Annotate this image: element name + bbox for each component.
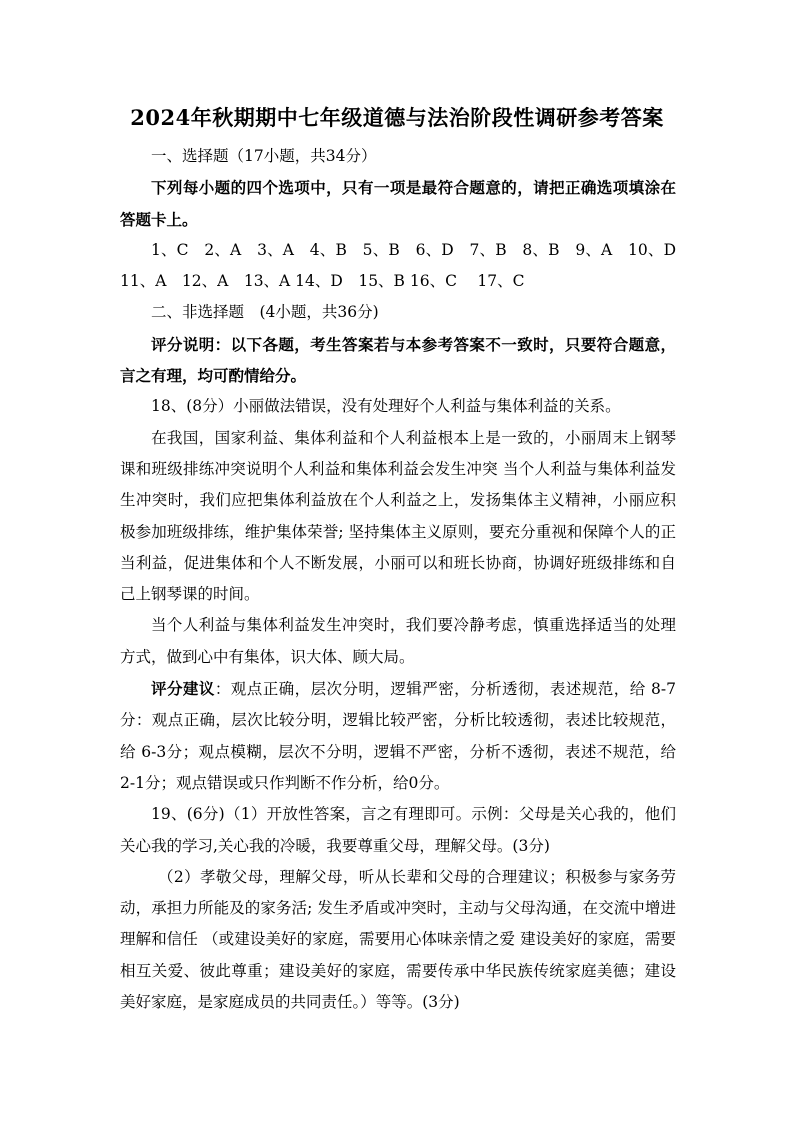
q18-scoring-suggestion <box>120 673 676 799</box>
q19-part-2: （2）孝敬父母，理解父母，听从长辈和父母的合理建议；积极参与家务劳动，承担力所能及的家务活; 发生矛盾或冲突时，主动与父母沟通，在交流中增进理解和信任 （或建设美好的家庭，需要用心体味亲情之爱 建设美好的家庭，需要相互关爱、彼此尊重；建设美好的家庭，需要传承中华民族传统家庭美德；建设美好家庭，是家庭成员的共同责任。）等等。(3分) <box>120 867 676 1012</box>
scoring-suggestion-label: 评分建议 <box>151 679 215 699</box>
q18-paragraph-2: 当个人利益与集体利益发生冲突时，我们要冷静考虑，慎重选择适当的处理方式，做到心中有集体，识大体、顾大局。 <box>120 616 676 666</box>
page-title: 2024年秋期期中七年级道德与法治阶段性调研参考答案 <box>130 105 664 130</box>
section-2-heading: 二、非选择题 (4小题，共36分) <box>151 303 379 322</box>
section-1-heading: 一、选择题（17小题，共34分） <box>151 147 377 165</box>
choice-answers: 1、C 2、A 3、A 4、B 5、B 6、D 7、B 8、B 9、A 10、D 11、A 12、A 13、A 14、D 15、B 16、C 17、C <box>120 240 692 291</box>
q18-paragraph-1: 在我国，国家利益、集体利益和个人利益根本上是一致的，小丽周末上钢琴课和班级排练冲突说明个人利益和集体利益会发生冲突 当个人利益与集体利益发生冲突时，我们应把集体利益放在个人利益之上，发扬集体主义精神，小丽应积极参加班级排练，维护集体荣誉; 坚持集体主义原则，要充分重视和保障个人的正当利益，促进集体和个人不断发展，小丽可以和班长协商，协调好班级排练和自己上钢琴课的时间。 <box>120 428 676 604</box>
section-1-instruction: 下列每小题的四个选项中，只有一项是最符合题意的，请把正确选项填涂在答题卡上。 <box>120 178 676 229</box>
scoring-note: 评分说明：以下各题，考生答案若与本参考答案不一致时，只要符合题意，言之有理，均可酌情给分。 <box>120 334 676 386</box>
q18-header: 18、(8分）小丽做法错误，没有处理好个人利益与集体利益的关系。 <box>151 397 621 416</box>
q19-part-1: 19、(6分)（1）开放性答案，言之有理即可。示例：父母是关心我的，他们关心我的学习,关心我的冷暖，我要尊重父母，理解父母。(3分) <box>120 805 676 855</box>
scoring-suggestion-text: ：观点正确，层次分明，逻辑严密，分析透彻，表述规范，给 8-7分：观点正确，层次比较分明，逻辑比较严密，分析比较透彻，表述比较规范，给 6-3分；观点模糊，层次不分明，逻辑不严密，分析不透彻，表述不规范，给 2-1分；观点错误或只作判断不作分析，给0分。 <box>120 680 676 792</box>
document-body <box>120 141 692 1018</box>
